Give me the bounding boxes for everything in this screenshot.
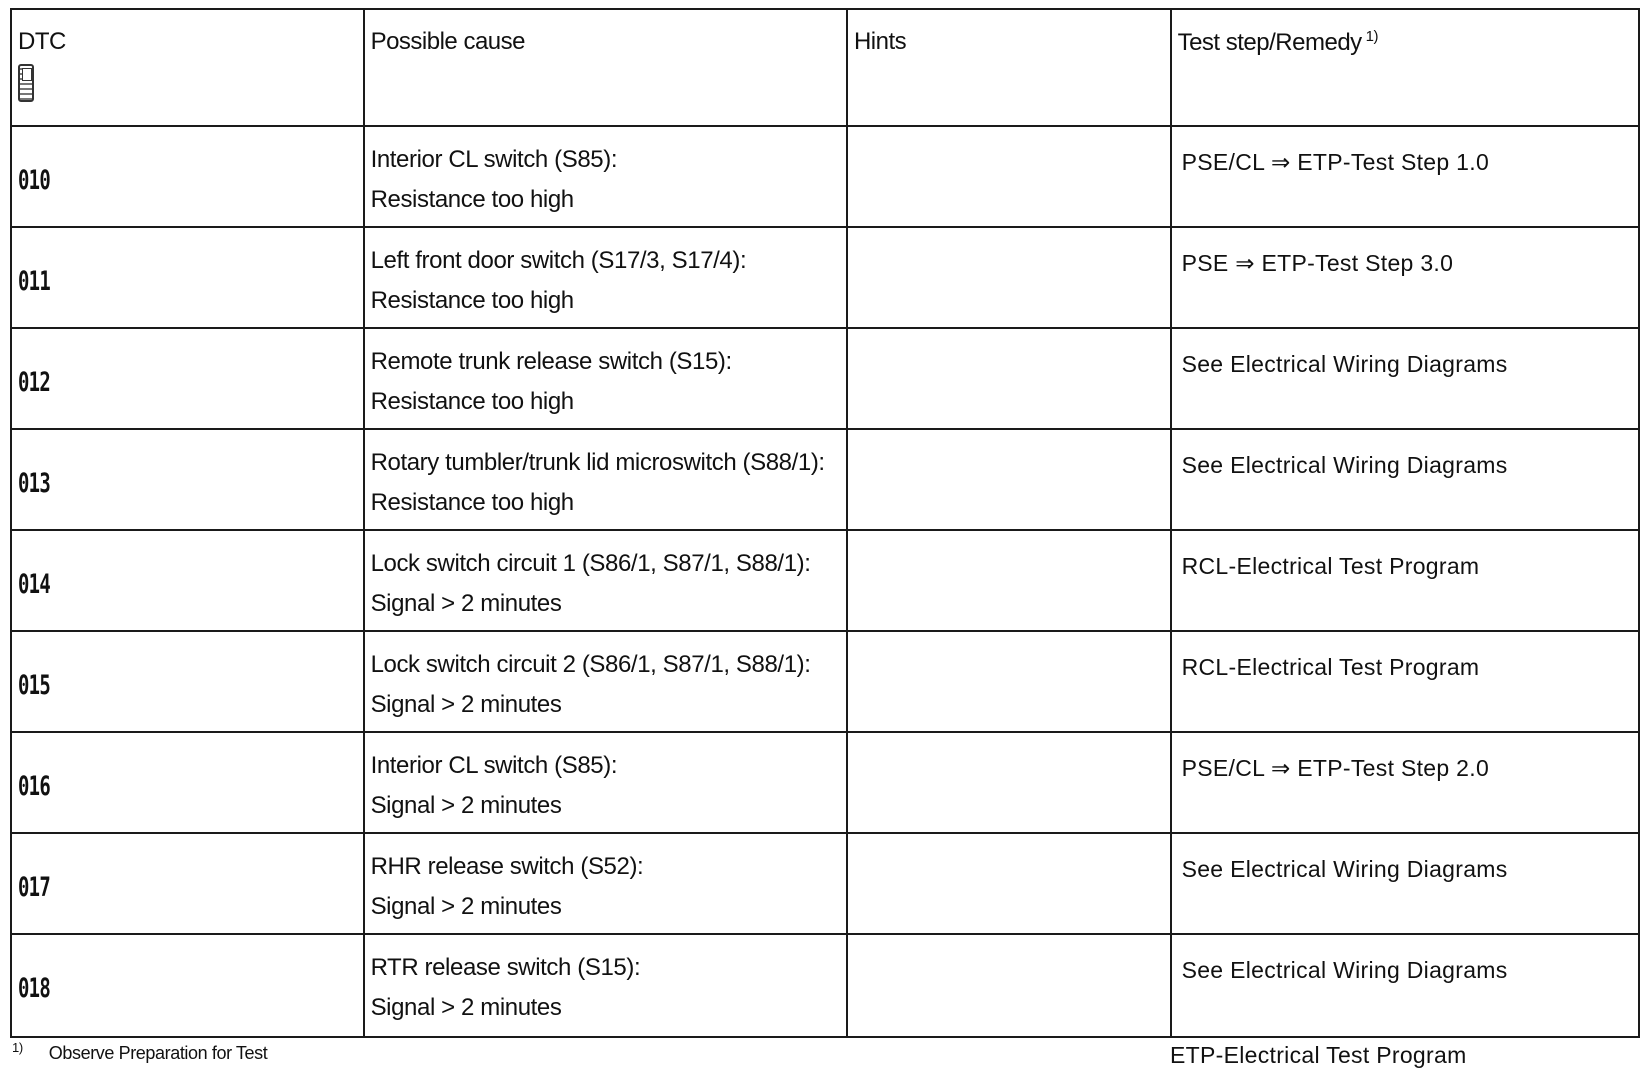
dtc-code: 018 <box>18 973 51 1004</box>
remedy-cell: See Electrical Wiring Diagrams <box>1181 957 1508 983</box>
cause-line-2: Signal > 2 minutes <box>370 691 562 718</box>
dtc-cell <box>12 430 365 529</box>
header-hints: Hints <box>848 10 1172 125</box>
header-remedy-label: Test step/Remedy <box>1177 29 1362 56</box>
dtc-cell <box>12 733 365 832</box>
table-row <box>12 430 1638 531</box>
hints-cell <box>848 228 1172 327</box>
header-dtc-label: DTC <box>18 28 66 55</box>
cause-line-1: Interior CL switch (S85): <box>370 146 618 173</box>
dtc-code: 017 <box>18 872 51 903</box>
dtc-code: 010 <box>18 165 51 196</box>
hints-cell <box>848 834 1172 933</box>
header-cause: Possible cause <box>365 10 848 125</box>
dtc-code: 013 <box>18 468 51 499</box>
remedy-cell: See Electrical Wiring Diagrams <box>1181 452 1508 478</box>
remedy-cell: See Electrical Wiring Diagrams <box>1181 351 1508 377</box>
dtc-code: 014 <box>18 569 51 600</box>
cause-line-2: Signal > 2 minutes <box>370 792 562 819</box>
cause-line-1: RHR release switch (S52): <box>370 853 644 880</box>
dtc-code: 015 <box>18 670 51 701</box>
remedy-cell: PSE/CL ⇒ ETP-Test Step 2.0 <box>1181 755 1490 781</box>
table-row <box>12 733 1638 834</box>
cause-cell <box>365 935 848 1036</box>
cause-cell <box>365 127 848 226</box>
abbreviation-legend: ETP-Electrical Test Program <box>1170 1042 1467 1068</box>
cause-cell <box>365 834 848 933</box>
footnote <box>12 1040 267 1064</box>
cause-line-2: Signal > 2 minutes <box>370 994 562 1021</box>
cause-line-1: RTR release switch (S15): <box>370 954 641 981</box>
dtc-cell <box>12 228 365 327</box>
cause-line-2: Resistance too high <box>370 388 574 415</box>
cause-line-1: Left front door switch (S17/3, S17/4): <box>370 247 747 274</box>
cause-line-1: Lock switch circuit 2 (S86/1, S87/1, S88/1): <box>370 651 811 678</box>
cause-line-1: Rotary tumbler/trunk lid microswitch (S88/1): <box>370 449 825 476</box>
footnote-mark: 1) <box>12 1040 23 1055</box>
header-remedy <box>1172 10 1638 125</box>
hints-cell <box>848 127 1172 226</box>
dtc-cell <box>12 935 365 1036</box>
cause-cell <box>365 733 848 832</box>
cause-line-2: Signal > 2 minutes <box>370 893 562 920</box>
dtc-cell <box>12 531 365 630</box>
dtc-cell <box>12 834 365 933</box>
dtc-cell <box>12 329 365 428</box>
hints-cell <box>848 430 1172 529</box>
hints-cell <box>848 632 1172 731</box>
diagnostic-tester-icon <box>18 64 34 102</box>
hints-cell <box>848 531 1172 630</box>
cause-line-2: Signal > 2 minutes <box>370 590 562 617</box>
dtc-table <box>10 8 1640 1038</box>
dtc-cell <box>12 127 365 226</box>
table-row <box>12 329 1638 430</box>
cause-cell <box>365 531 848 630</box>
cause-cell <box>365 228 848 327</box>
dtc-cell <box>12 632 365 731</box>
table-header-row <box>12 10 1638 127</box>
header-dtc <box>12 10 365 125</box>
hints-cell <box>848 733 1172 832</box>
footnote-text: Observe Preparation for Test <box>48 1043 268 1063</box>
hints-cell <box>848 935 1172 1036</box>
table-row <box>12 834 1638 935</box>
header-remedy-note: 1) <box>1365 28 1379 45</box>
remedy-cell: RCL-Electrical Test Program <box>1181 654 1480 680</box>
cause-cell <box>365 632 848 731</box>
cause-line-2: Resistance too high <box>370 489 574 516</box>
cause-line-2: Resistance too high <box>370 186 574 213</box>
cause-line-1: Lock switch circuit 1 (S86/1, S87/1, S88/1): <box>370 550 811 577</box>
cause-line-2: Resistance too high <box>370 287 574 314</box>
cause-cell <box>365 329 848 428</box>
remedy-cell: RCL-Electrical Test Program <box>1181 553 1480 579</box>
cause-cell <box>365 430 848 529</box>
cause-line-1: Interior CL switch (S85): <box>370 752 618 779</box>
remedy-cell: See Electrical Wiring Diagrams <box>1181 856 1508 882</box>
table-row <box>12 127 1638 228</box>
table-row <box>12 935 1638 1036</box>
dtc-code: 011 <box>18 266 51 297</box>
dtc-code: 012 <box>18 367 51 398</box>
dtc-code: 016 <box>18 771 51 802</box>
table-row <box>12 228 1638 329</box>
hints-cell <box>848 329 1172 428</box>
remedy-cell: PSE ⇒ ETP-Test Step 3.0 <box>1181 250 1454 276</box>
table-row <box>12 632 1638 733</box>
cause-line-1: Remote trunk release switch (S15): <box>370 348 732 375</box>
table-row <box>12 531 1638 632</box>
remedy-cell: PSE/CL ⇒ ETP-Test Step 1.0 <box>1181 149 1490 175</box>
